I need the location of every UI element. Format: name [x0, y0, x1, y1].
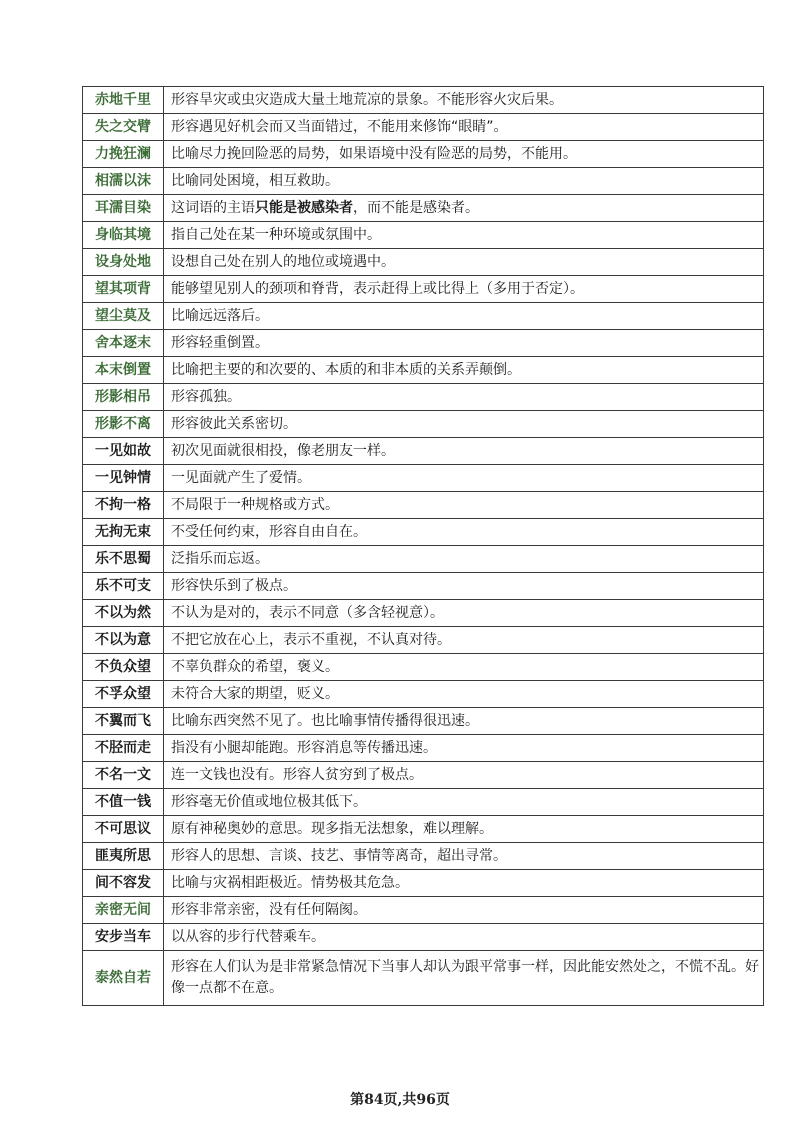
idiom-term: 安步当车 — [83, 924, 164, 951]
table-row — [83, 897, 764, 924]
table-row — [83, 816, 764, 843]
idiom-term: 乐不思蜀 — [83, 546, 164, 573]
idiom-term: 不可思议 — [83, 816, 164, 843]
idiom-definition — [164, 195, 764, 222]
idiom-term: 耳濡目染 — [83, 195, 164, 222]
idiom-term: 乐不可支 — [83, 573, 164, 600]
idiom-table — [82, 86, 764, 1006]
definition-text: 这词语的主语 — [171, 199, 255, 216]
idiom-term: 失之交臂 — [83, 114, 164, 141]
table-row — [83, 492, 764, 519]
table-row — [83, 546, 764, 573]
idiom-definition: 形容快乐到了极点。 — [164, 573, 764, 600]
table-row — [83, 735, 764, 762]
definition-emphasis: 只能是被感染者 — [255, 199, 353, 216]
idiom-term: 泰然自若 — [83, 951, 164, 1006]
table-row — [83, 222, 764, 249]
idiom-definition: 能够望见别人的颈项和脊背，表示赶得上或比得上（多用于否定）。 — [164, 276, 764, 303]
table-row — [83, 168, 764, 195]
idiom-definition: 连一文钱也没有。形容人贫穷到了极点。 — [164, 762, 764, 789]
idiom-term: 亲密无间 — [83, 897, 164, 924]
idiom-term: 形影相吊 — [83, 384, 164, 411]
table-row — [83, 303, 764, 330]
idiom-definition: 设想自己处在别人的地位或境遇中。 — [164, 249, 764, 276]
idiom-definition: 指没有小腿却能跑。形容消息等传播迅速。 — [164, 735, 764, 762]
idiom-definition: 形容彼此关系密切。 — [164, 411, 764, 438]
idiom-definition: 形容轻重倒置。 — [164, 330, 764, 357]
idiom-definition: 比喻东西突然不见了。也比喻事情传播得很迅速。 — [164, 708, 764, 735]
idiom-term: 不名一文 — [83, 762, 164, 789]
idiom-term: 匪夷所思 — [83, 843, 164, 870]
table-row — [83, 924, 764, 951]
idiom-definition: 不把它放在心上，表示不重视，不认真对待。 — [164, 627, 764, 654]
idiom-term: 不翼而飞 — [83, 708, 164, 735]
idiom-term: 身临其境 — [83, 222, 164, 249]
table-row — [83, 438, 764, 465]
idiom-definition: 形容孤独。 — [164, 384, 764, 411]
table-row — [83, 789, 764, 816]
idiom-definition: 不局限于一种规格或方式。 — [164, 492, 764, 519]
table-row — [83, 870, 764, 897]
idiom-definition: 原有神秘奥妙的意思。现多指无法想象，难以理解。 — [164, 816, 764, 843]
idiom-term: 不孚众望 — [83, 681, 164, 708]
idiom-term: 形影不离 — [83, 411, 164, 438]
idiom-definition: 比喻同处困境，相互救助。 — [164, 168, 764, 195]
idiom-definition: 不认为是对的，表示不同意（多含轻视意）。 — [164, 600, 764, 627]
idiom-term: 不负众望 — [83, 654, 164, 681]
table-row — [83, 330, 764, 357]
table-row — [83, 411, 764, 438]
table-row — [83, 600, 764, 627]
table-row — [83, 87, 764, 114]
table-row — [83, 357, 764, 384]
idiom-definition: 形容在人们认为是非常紧急情况下当事人却认为跟平常事一样，因此能安然处之，不慌不乱。好像一点都不在意。 — [164, 951, 764, 1006]
idiom-definition: 形容人的思想、言谈、技艺、事情等离奇，超出寻常。 — [164, 843, 764, 870]
idiom-definition: 形容非常亲密，没有任何隔阂。 — [164, 897, 764, 924]
table-row — [83, 249, 764, 276]
idiom-table-body — [83, 87, 764, 1006]
table-row — [83, 519, 764, 546]
table-row — [83, 843, 764, 870]
idiom-term: 相濡以沫 — [83, 168, 164, 195]
idiom-term: 一见钟情 — [83, 465, 164, 492]
idiom-definition: 形容毫无价值或地位极其低下。 — [164, 789, 764, 816]
idiom-term: 不以为意 — [83, 627, 164, 654]
idiom-term: 望尘莫及 — [83, 303, 164, 330]
idiom-term: 无拘无束 — [83, 519, 164, 546]
table-row — [83, 708, 764, 735]
table-row — [83, 465, 764, 492]
idiom-definition: 泛指乐而忘返。 — [164, 546, 764, 573]
idiom-definition: 比喻尽力挽回险恶的局势，如果语境中没有险恶的局势，不能用。 — [164, 141, 764, 168]
table-row — [83, 627, 764, 654]
table-row — [83, 195, 764, 222]
definition-text: ，而不能是感染者。 — [353, 199, 479, 216]
idiom-definition: 形容旱灾或虫灾造成大量土地荒凉的景象。不能形容火灾后果。 — [164, 87, 764, 114]
idiom-term: 赤地千里 — [83, 87, 164, 114]
table-row — [83, 573, 764, 600]
idiom-definition: 一见面就产生了爱情。 — [164, 465, 764, 492]
idiom-definition: 比喻与灾祸相距极近。情势极其危急。 — [164, 870, 764, 897]
idiom-definition: 不辜负群众的希望，褒义。 — [164, 654, 764, 681]
idiom-term: 舍本逐末 — [83, 330, 164, 357]
idiom-term: 本末倒置 — [83, 357, 164, 384]
idiom-definition: 形容遇见好机会而又当面错过，不能用来修饰“眼睛”。 — [164, 114, 764, 141]
idiom-term: 一见如故 — [83, 438, 164, 465]
idiom-term: 望其项背 — [83, 276, 164, 303]
idiom-term: 力挽狂澜 — [83, 141, 164, 168]
table-row — [83, 276, 764, 303]
idiom-definition: 不受任何约束，形容自由自在。 — [164, 519, 764, 546]
idiom-term: 不以为然 — [83, 600, 164, 627]
idiom-term: 不值一钱 — [83, 789, 164, 816]
page-number: 第84页,共96页 — [350, 1092, 450, 1108]
idiom-definition: 以从容的步行代替乘车。 — [164, 924, 764, 951]
idiom-term: 间不容发 — [83, 870, 164, 897]
idiom-definition: 比喻把主要的和次要的、本质的和非本质的关系弄颠倒。 — [164, 357, 764, 384]
table-row — [83, 951, 764, 1006]
idiom-term: 不拘一格 — [83, 492, 164, 519]
idiom-definition: 指自己处在某一种环境或氛围中。 — [164, 222, 764, 249]
table-row — [83, 141, 764, 168]
idiom-term: 不胫而走 — [83, 735, 164, 762]
table-row — [83, 384, 764, 411]
table-row — [83, 681, 764, 708]
idiom-definition: 初次见面就很相投，像老朋友一样。 — [164, 438, 764, 465]
idiom-definition: 未符合大家的期望，贬义。 — [164, 681, 764, 708]
table-row — [83, 762, 764, 789]
table-row — [83, 654, 764, 681]
idiom-definition: 比喻远远落后。 — [164, 303, 764, 330]
idiom-term: 设身处地 — [83, 249, 164, 276]
table-row — [83, 114, 764, 141]
